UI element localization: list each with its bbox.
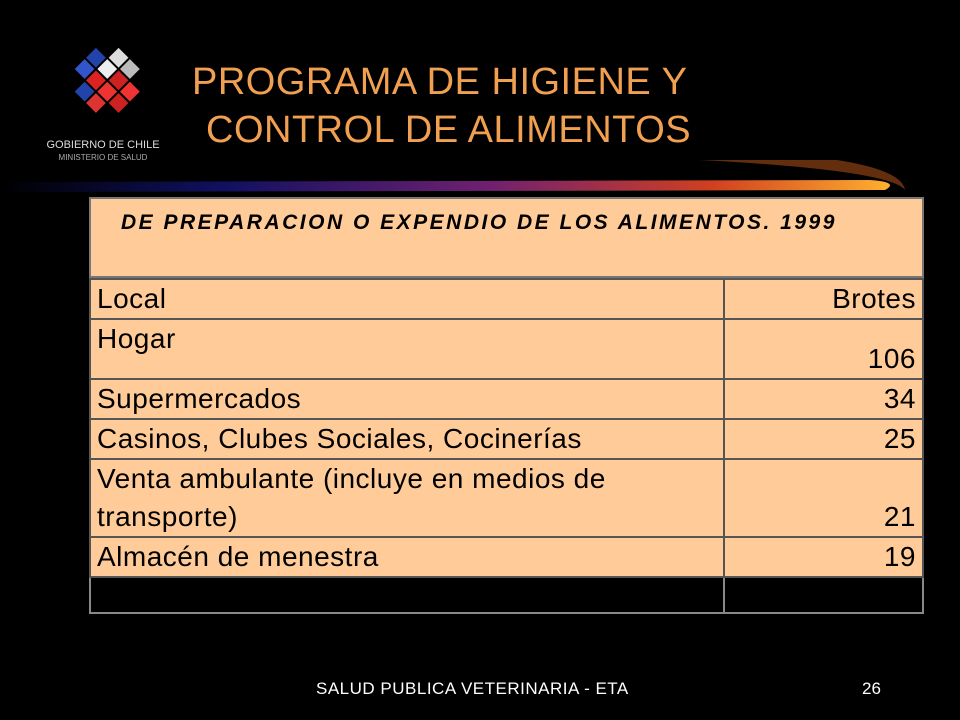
cell-brotes: 106 (724, 319, 923, 379)
title-line-1: PROGRAMA DE HIGIENE Y (192, 61, 688, 103)
cell-brotes: 21 (724, 459, 923, 537)
cell-brotes: 34 (724, 379, 923, 419)
slide-title (192, 58, 792, 154)
table-caption-box (89, 197, 924, 278)
cell-local: Almacén de menestra (90, 537, 724, 577)
cell-empty (90, 577, 724, 613)
title-line-2: CONTROL DE ALIMENTOS (206, 109, 692, 151)
column-header-local: Local (90, 279, 724, 319)
cell-local: Casinos, Clubes Sociales, Cocinerías (90, 419, 724, 459)
footer-text: SALUD PUBLICA VETERINARIA - ETA (316, 679, 629, 698)
svg-text:GOBIERNO DE CHILE: GOBIERNO DE CHILE (46, 139, 160, 151)
table-row (90, 319, 923, 379)
table-row (90, 459, 923, 537)
outbreaks-table (89, 278, 924, 614)
table-empty-row (90, 577, 923, 613)
gobierno-de-chile-logo (28, 28, 178, 168)
cell-brotes: 25 (724, 419, 923, 459)
cell-local: Hogar (90, 319, 724, 379)
table-caption: DE PREPARACION O EXPENDIO DE LOS ALIMENTOS. 1999 (121, 211, 837, 234)
svg-text:MINISTERIO DE SALUD: MINISTERIO DE SALUD (58, 153, 148, 162)
cell-empty (724, 577, 923, 613)
page-number: 26 (862, 679, 881, 698)
table-row (90, 537, 923, 577)
table-row (90, 419, 923, 459)
cell-local: Venta ambulante (incluye en medios de transporte) (90, 459, 724, 537)
table-row (90, 379, 923, 419)
table-header-row (90, 279, 923, 319)
cell-brotes: 19 (724, 537, 923, 577)
cell-local: Supermercados (90, 379, 724, 419)
column-header-brotes: Brotes (724, 279, 923, 319)
